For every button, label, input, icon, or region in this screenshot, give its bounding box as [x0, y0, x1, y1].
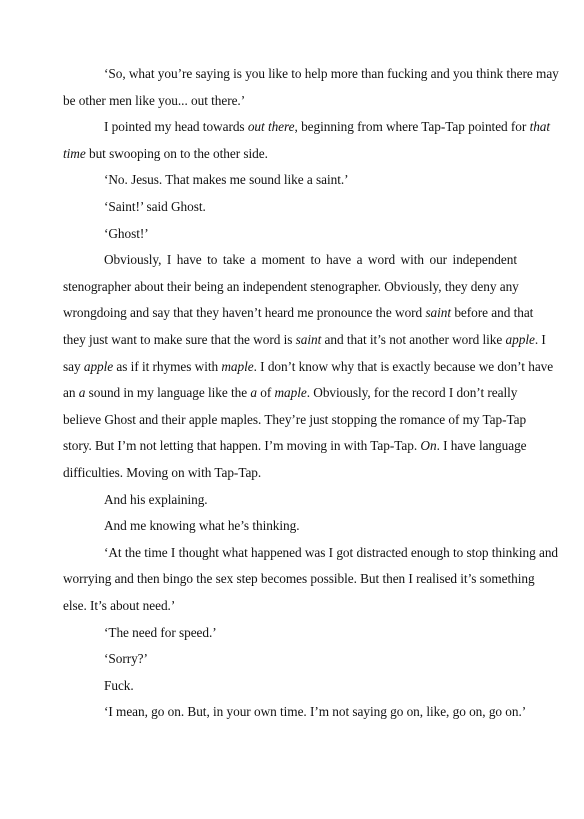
- italic-text: apple: [83, 358, 114, 374]
- italic-text: out there: [247, 119, 295, 135]
- text-segment: before and that: [451, 305, 534, 321]
- text-segment: an: [63, 385, 79, 401]
- text-segment: And his explaining.: [104, 491, 208, 507]
- italic-text: maple: [221, 358, 254, 374]
- text-segment: believe Ghost and their apple maples. They’re just stopping the romance of my Tap-Tap: [63, 411, 527, 427]
- text-segment: ‘Saint!’ said Ghost.: [104, 199, 206, 214]
- text-line: [63, 465, 261, 481]
- text-line: [104, 625, 217, 641]
- text-segment: wrongdoing and say that they haven’t heard me pronounce the word: [63, 305, 426, 321]
- text-line: [63, 385, 517, 401]
- text-line: [63, 332, 546, 348]
- text-segment: difficulties. Moving on with Tap-Tap.: [63, 465, 262, 480]
- text-line: [63, 438, 527, 454]
- text-line: [104, 66, 559, 82]
- italic-text: that: [529, 119, 551, 135]
- text-segment: and that it’s not another word like: [321, 332, 506, 347]
- text-segment: ‘Sorry?’: [104, 651, 148, 667]
- text-line: [104, 544, 559, 561]
- text-line: [104, 678, 134, 694]
- text-segment: And me knowing what he’s thinking.: [104, 518, 300, 534]
- italic-text: time: [63, 145, 86, 161]
- text-line: [63, 358, 554, 375]
- text-line: [63, 93, 245, 109]
- text-segment: ‘The need for speed.’: [104, 624, 217, 640]
- italic-text: a: [250, 385, 257, 401]
- text-segment: ‘No. Jesus. That makes me sound like a saint.’: [104, 172, 349, 188]
- text-segment: say: [63, 358, 84, 374]
- text-segment: Fuck.: [104, 677, 134, 693]
- text-segment: sound in my language like the: [85, 385, 251, 401]
- italic-text: saint: [295, 332, 322, 347]
- text-line: [104, 492, 208, 508]
- text-line: [63, 411, 527, 428]
- text-segment: they just want to make sure that the word is: [63, 332, 296, 347]
- text-segment: I pointed my head towards: [104, 119, 248, 135]
- text-segment: worrying and then bingo the sex step becomes possible. But then I realised it’s something: [63, 571, 535, 587]
- text-segment: of: [256, 385, 275, 401]
- italic-text: saint: [425, 305, 452, 321]
- text-segment: . I: [534, 332, 546, 347]
- text-segment: ‘At the time I thought what happened was I got distracted enough to stop thinking and: [104, 544, 559, 560]
- text-line: [104, 226, 149, 242]
- text-segment: . I have language: [436, 438, 527, 454]
- text-segment: , beginning from where Tap-Tap pointed for: [294, 119, 530, 135]
- italic-text: apple: [505, 332, 535, 347]
- text-segment: as if it rhymes with: [113, 358, 222, 374]
- text-line: [104, 119, 551, 135]
- text-segment: ‘So, what you’re saying is you like to help more than fucking and you think there may: [104, 66, 559, 81]
- text-segment: stenographer about their being an independent stenographer. Obviously, they deny any: [63, 278, 519, 294]
- text-line: [104, 172, 349, 188]
- text-segment: Obviously, I have to take a moment to have a word with our independent: [104, 252, 517, 268]
- text-segment: story. But I’m not letting that happen. I’m moving in with Tap-Tap.: [63, 438, 421, 454]
- text-segment: but swooping on to the other side.: [85, 145, 268, 161]
- text-segment: be other men like you... out there.’: [63, 92, 246, 108]
- text-line: [63, 598, 175, 614]
- text-line: [63, 146, 268, 162]
- text-segment: ‘Ghost!’: [104, 225, 149, 241]
- italic-text: a: [78, 385, 86, 401]
- text-segment: else. It’s about need.’: [63, 598, 176, 613]
- text-line: [63, 571, 535, 587]
- text-line: [63, 305, 534, 321]
- text-line: [104, 518, 300, 534]
- text-segment: . I don’t know why that is exactly because we don’t have: [253, 358, 554, 374]
- italic-text: On: [420, 438, 437, 454]
- text-line: [104, 252, 517, 268]
- italic-text: maple: [274, 385, 307, 401]
- text-segment: . Obviously, for the record I don’t really: [306, 385, 518, 401]
- text-line: [104, 704, 526, 720]
- text-line: [104, 651, 148, 667]
- text-line: [63, 279, 517, 295]
- text-segment: ‘I mean, go on. But, in your own time. I’m not saying go on, like, go on, go on.’: [104, 704, 527, 720]
- text-line: [104, 199, 206, 215]
